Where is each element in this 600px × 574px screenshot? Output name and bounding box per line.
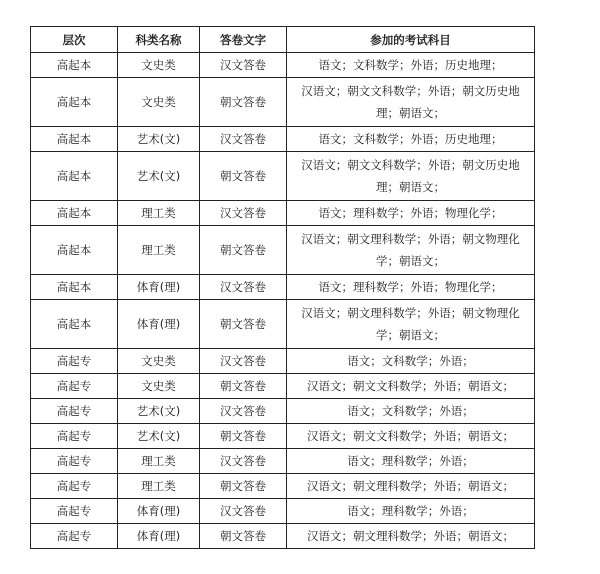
cell-answer-language: 朝文答卷 — [200, 226, 287, 275]
cell-exam-subjects: 语文；文科数学；外语；历史地理； — [287, 127, 535, 152]
table-row — [31, 499, 535, 524]
cell-category: 文史类 — [118, 374, 200, 399]
cell-level: 高起本 — [31, 275, 118, 300]
cell-exam-subjects: 语文；文科数学；外语；历史地理； — [287, 53, 535, 78]
cell-category: 艺术(文) — [118, 424, 200, 449]
cell-level: 高起本 — [31, 53, 118, 78]
cell-exam-subjects: 汉语文；朝文文科数学；外语；朝语文； — [287, 424, 535, 449]
table-row — [31, 275, 535, 300]
cell-answer-language: 汉文答卷 — [200, 399, 287, 424]
cell-exam-subjects: 汉语文；朝文文科数学；外语；朝文历史地理；朝语文； — [287, 152, 535, 201]
table-row — [31, 300, 535, 349]
cell-category: 艺术(文) — [118, 152, 200, 201]
table-row — [31, 349, 535, 374]
table-row — [31, 78, 535, 127]
cell-level: 高起本 — [31, 127, 118, 152]
cell-category: 文史类 — [118, 78, 200, 127]
header-category: 科类名称 — [118, 27, 200, 53]
cell-exam-subjects: 语文；理科数学；外语； — [287, 449, 535, 474]
cell-exam-subjects: 汉语文；朝文理科数学；外语；朝语文； — [287, 524, 535, 549]
cell-answer-language: 朝文答卷 — [200, 524, 287, 549]
cell-category: 体育(理) — [118, 499, 200, 524]
cell-category: 体育(理) — [118, 524, 200, 549]
cell-level: 高起专 — [31, 424, 118, 449]
cell-level: 高起专 — [31, 499, 118, 524]
cell-category: 艺术(文) — [118, 399, 200, 424]
cell-category: 理工类 — [118, 474, 200, 499]
table-row — [31, 152, 535, 201]
cell-answer-language: 汉文答卷 — [200, 53, 287, 78]
table-row — [31, 127, 535, 152]
cell-level: 高起本 — [31, 300, 118, 349]
cell-level: 高起专 — [31, 474, 118, 499]
exam-subjects-table-container — [30, 26, 534, 549]
cell-answer-language: 朝文答卷 — [200, 424, 287, 449]
table-row — [31, 201, 535, 226]
header-answer-language: 答卷文字 — [200, 27, 287, 53]
cell-answer-language: 汉文答卷 — [200, 127, 287, 152]
header-level: 层次 — [31, 27, 118, 53]
cell-category: 理工类 — [118, 449, 200, 474]
table-row — [31, 449, 535, 474]
cell-answer-language: 朝文答卷 — [200, 474, 287, 499]
cell-category: 理工类 — [118, 201, 200, 226]
cell-category: 艺术(文) — [118, 127, 200, 152]
cell-answer-language: 朝文答卷 — [200, 152, 287, 201]
cell-answer-language: 汉文答卷 — [200, 275, 287, 300]
table-row — [31, 424, 535, 449]
cell-level: 高起专 — [31, 374, 118, 399]
cell-answer-language: 朝文答卷 — [200, 78, 287, 127]
cell-category: 体育(理) — [118, 300, 200, 349]
header-exam-subjects: 参加的考试科目 — [287, 27, 535, 53]
exam-subjects-table — [30, 26, 535, 549]
cell-level: 高起专 — [31, 524, 118, 549]
cell-level: 高起本 — [31, 78, 118, 127]
cell-category: 理工类 — [118, 226, 200, 275]
cell-answer-language: 汉文答卷 — [200, 449, 287, 474]
cell-level: 高起本 — [31, 201, 118, 226]
table-row — [31, 226, 535, 275]
cell-exam-subjects: 语文；理科数学；外语；物理化学； — [287, 275, 535, 300]
cell-exam-subjects: 汉语文；朝文文科数学；外语；朝文历史地理；朝语文； — [287, 78, 535, 127]
cell-answer-language: 汉文答卷 — [200, 499, 287, 524]
cell-answer-language: 朝文答卷 — [200, 374, 287, 399]
cell-category: 文史类 — [118, 349, 200, 374]
cell-answer-language: 朝文答卷 — [200, 300, 287, 349]
cell-category: 文史类 — [118, 53, 200, 78]
cell-exam-subjects: 语文；理科数学；外语； — [287, 499, 535, 524]
cell-exam-subjects: 汉语文；朝文理科数学；外语；朝语文； — [287, 474, 535, 499]
cell-exam-subjects: 语文；文科数学；外语； — [287, 349, 535, 374]
cell-category: 体育(理) — [118, 275, 200, 300]
cell-level: 高起专 — [31, 349, 118, 374]
cell-answer-language: 汉文答卷 — [200, 349, 287, 374]
cell-answer-language: 汉文答卷 — [200, 201, 287, 226]
table-body — [31, 53, 535, 549]
cell-level: 高起本 — [31, 226, 118, 275]
cell-exam-subjects: 汉语文；朝文文科数学；外语；朝语文； — [287, 374, 535, 399]
table-row — [31, 374, 535, 399]
table-row — [31, 524, 535, 549]
table-row — [31, 53, 535, 78]
table-row — [31, 474, 535, 499]
cell-exam-subjects: 汉语文；朝文理科数学；外语；朝文物理化学；朝语文； — [287, 226, 535, 275]
table-header — [31, 27, 535, 53]
table-row — [31, 399, 535, 424]
cell-exam-subjects: 语文；文科数学；外语； — [287, 399, 535, 424]
cell-level: 高起本 — [31, 152, 118, 201]
cell-level: 高起专 — [31, 399, 118, 424]
cell-exam-subjects: 语文；理科数学；外语；物理化学； — [287, 201, 535, 226]
header-row — [31, 27, 535, 53]
cell-exam-subjects: 汉语文；朝文理科数学；外语；朝文物理化学；朝语文； — [287, 300, 535, 349]
cell-level: 高起专 — [31, 449, 118, 474]
